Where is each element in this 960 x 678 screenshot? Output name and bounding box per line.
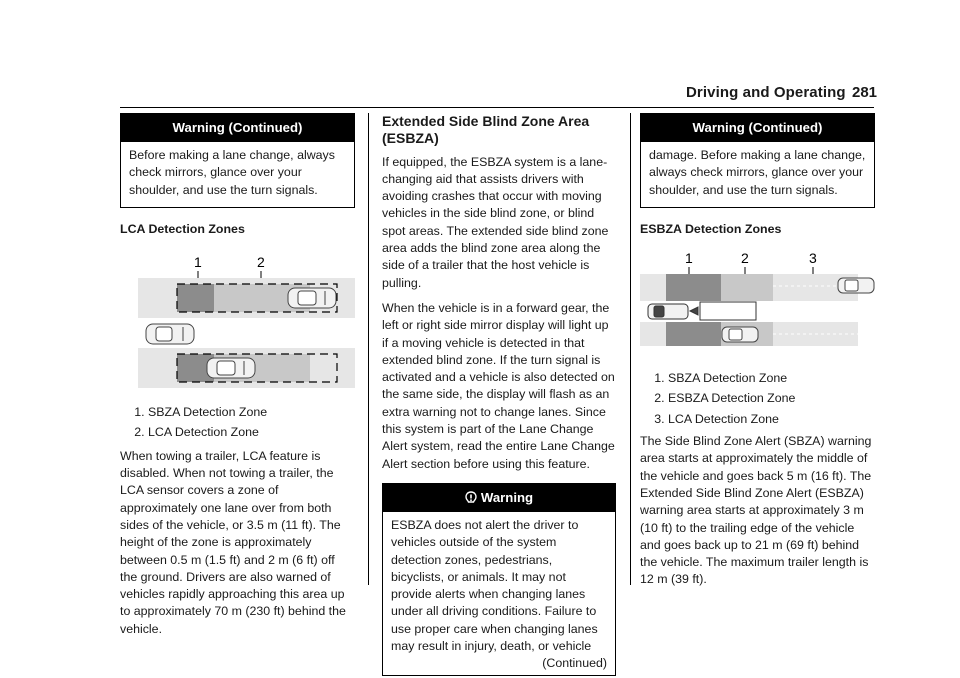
- host-truck: [648, 302, 756, 320]
- host-car: [146, 324, 194, 344]
- warning-body: Before making a lane change, always check mirrors, glance over your shoulder, and use the turn signals.: [129, 148, 335, 197]
- esbza-paragraph-1: If equipped, the ESBZA system is a lane-changing aid that assists drivers with avoiding crashes that occur with moving vehicles in the side blind zone, or blind spot areas. The extended side blind zone area adds the blind zone area along the side of a trailer that the host vehicle is pulling.: [382, 154, 609, 290]
- diagram-label-2: 2: [741, 250, 749, 267]
- esbza-paragraph-2: When the vehicle is in a forward gear, the left or right side mirror display will light up if a moving vehicle is detected in that extended blind zone. If the turn signal is activated and a vehicle is also detected on the same side, the display will flash as an extra warning not to change lanes. Since this system is part of the Lane Change Alert system, read the entire Lane Change Alert section before using this feature.: [382, 300, 615, 471]
- list-item: 3. LCA Detection Zone: [668, 411, 875, 428]
- warning-box-continued: [120, 113, 355, 208]
- header-rule: [120, 107, 874, 108]
- sbza-zone-top: [666, 274, 721, 301]
- warning-body-wrap: [383, 512, 615, 675]
- esbza-zone-top: [721, 274, 773, 301]
- diagram-label-2: 2: [257, 254, 265, 271]
- lca-legend-list: [120, 404, 355, 442]
- warning-box: [382, 483, 616, 676]
- warning-icon: [465, 491, 477, 505]
- running-header-title: Driving and Operating: [686, 84, 846, 101]
- list-item: 2. LCA Detection Zone: [148, 424, 355, 441]
- sbza-zone-bottom: [666, 322, 721, 346]
- column-1: [120, 113, 355, 646]
- list-item: 1. SBZA Detection Zone: [668, 370, 875, 387]
- esbza-legend-list: [640, 370, 875, 428]
- warning-body: damage. Before making a lane change, always check mirrors, glance over your shoulder, and use the turn signals.: [649, 148, 866, 197]
- warning-title: Warning (Continued): [641, 114, 874, 142]
- diagram-label-1: 1: [685, 250, 693, 267]
- esbza-paragraph: The Side Blind Zone Alert (SBZA) warning area starts at approximately the middle of the vehicle and goes back 5 m (16 ft). The Extended Side Blind Zone Alert (ESBZA) warning area starts at approximately 3 m (10 ft) to the trailing edge of the vehicle and goes back up to 21 m (69 ft) behind the vehicle. The maximum trailer length is 12 m (39 ft).: [640, 434, 872, 587]
- list-item: 1. SBZA Detection Zone: [148, 404, 355, 421]
- esbza-zones-heading: ESBZA Detection Zones: [640, 221, 782, 236]
- warning-title: Warning: [480, 489, 534, 505]
- esbza-section-title: Extended Side Blind Zone Area (ESBZA): [382, 113, 590, 147]
- lca-zones-heading: LCA Detection Zones: [120, 221, 245, 236]
- car-bottom: [207, 358, 255, 378]
- continued-label: (Continued): [542, 656, 607, 671]
- car-top: [288, 288, 336, 308]
- lca-zones-diagram: [120, 252, 355, 392]
- car-top: [838, 278, 874, 293]
- diagram-label-1: 1: [194, 254, 202, 271]
- esbza-zones-diagram: [640, 248, 875, 348]
- warning-box-continued: [640, 113, 875, 208]
- column-divider-2: [630, 113, 631, 585]
- diagram-label-3: 3: [809, 250, 817, 267]
- column-2: [382, 113, 616, 676]
- lca-paragraph: When towing a trailer, LCA feature is disabled. When not towing a trailer, the LCA sensor covers a zone of approximately one lane over from both sides of the vehicle, or 3.5 m (11 ft). The height of the zone is approximately between 0.5 m (1.5 ft) and 2 m (6 ft) off the ground. Drivers are also warned of vehicles rapidly approaching this area up to approximately 70 m (230 ft) behind the vehicle.: [120, 448, 346, 636]
- list-item: 2. ESBZA Detection Zone: [668, 390, 875, 407]
- column-divider-1: [368, 113, 369, 585]
- column-3: [640, 113, 875, 597]
- warning-header: [383, 484, 615, 512]
- page-number: 281: [852, 84, 878, 101]
- warning-title: Warning (Continued): [121, 114, 354, 142]
- car-bottom: [722, 327, 758, 342]
- warning-body: ESBZA does not alert the driver to vehicles outside of the system detection zones, pedestrians, bicyclists, or animals. It may not provide alerts when changing lanes under all driving conditions. Failure to use proper care when changing lanes may result in injury, death, or vehicle: [391, 517, 598, 654]
- sbza-zone-top: [177, 284, 214, 312]
